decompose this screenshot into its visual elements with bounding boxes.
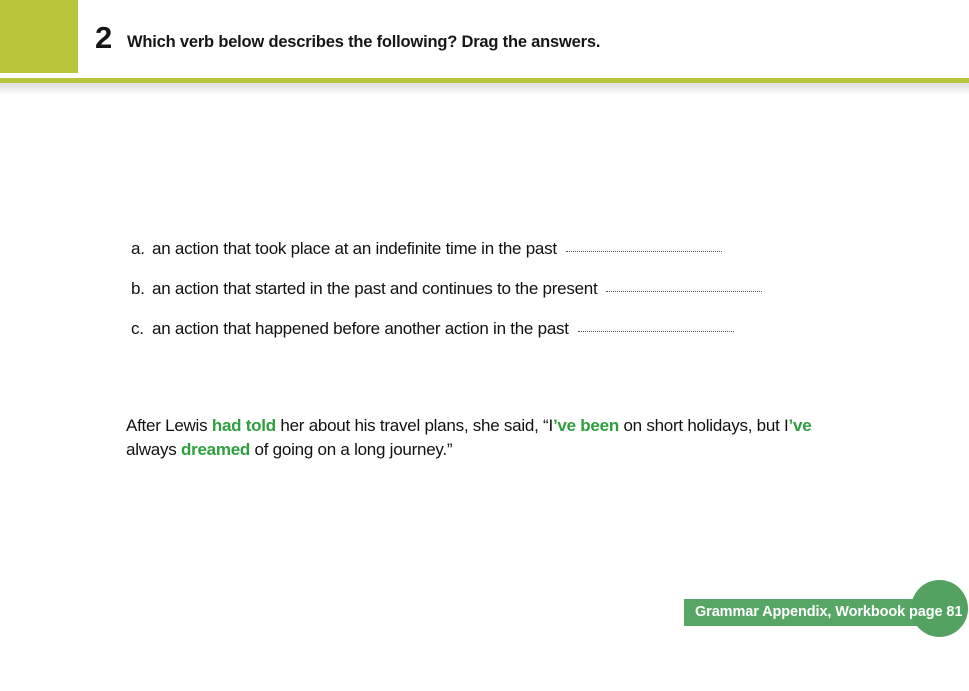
- passage-segment: After Lewis: [126, 416, 212, 435]
- passage-segment: always: [126, 439, 181, 459]
- answer-drop-blank-c[interactable]: [578, 330, 734, 332]
- question-list: [131, 240, 762, 360]
- passage-segment: her about his travel plans, she said, “I: [275, 416, 553, 435]
- draggable-verb[interactable]: had told: [211, 416, 276, 435]
- corner-accent-square: [0, 0, 78, 73]
- draggable-verb[interactable]: ’ve been: [552, 416, 619, 435]
- draggable-verb[interactable]: ’ve: [788, 416, 812, 435]
- exercise-instruction: Which verb below describes the following? Drag the answers.: [127, 33, 601, 51]
- question-text: an action that took place at an indefinite time in the past: [152, 239, 557, 258]
- question-text: an action that started in the past and continues to the present: [152, 279, 598, 298]
- answer-drop-blank-a[interactable]: [566, 250, 722, 252]
- answer-drop-blank-b[interactable]: [606, 290, 762, 292]
- question-marker: c.: [131, 319, 144, 338]
- passage-segment: of going on a long journey.”: [250, 439, 453, 459]
- question-row-a: [131, 240, 762, 258]
- exercise-number: 2: [95, 20, 112, 55]
- passage-text: [126, 414, 838, 461]
- question-row-b: [131, 280, 762, 298]
- workbook-reference-badge[interactable]: [684, 580, 969, 637]
- question-row-c: [131, 320, 762, 338]
- header-divider-shadow: [0, 83, 969, 95]
- draggable-verb[interactable]: dreamed: [180, 439, 251, 459]
- passage-segment: on short holidays, but I: [618, 416, 789, 435]
- question-marker: a.: [131, 239, 145, 258]
- badge-label: Grammar Appendix, Workbook page 81: [695, 604, 963, 620]
- question-text: an action that happened before another action in the past: [152, 319, 569, 338]
- question-marker: b.: [131, 279, 145, 298]
